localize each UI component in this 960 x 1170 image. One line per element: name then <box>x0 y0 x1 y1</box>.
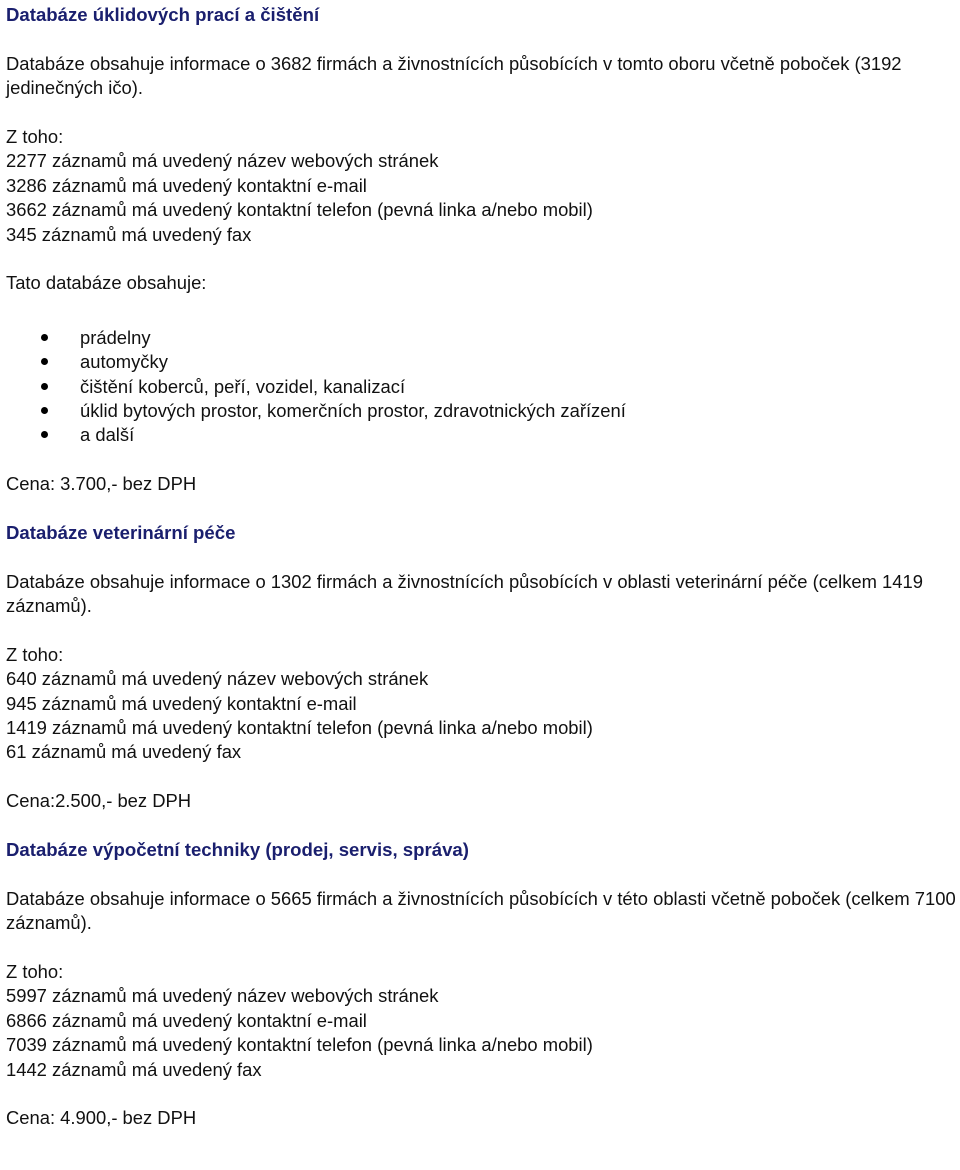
contains-list <box>6 326 960 448</box>
list-item-text: automyčky <box>80 351 168 373</box>
stat-fax: 61 záznamů má uvedený fax <box>6 741 242 763</box>
list-item <box>6 399 960 423</box>
bullet-icon <box>41 407 48 414</box>
stat-web: 5997 záznamů má uvedený název webových stránek <box>6 985 439 1007</box>
stat-email: 6866 záznamů má uvedený kontaktní e-mail <box>6 1009 367 1031</box>
section-computing <box>6 838 960 1131</box>
z-toho-label: Z toho: <box>6 125 64 147</box>
bullet-icon <box>41 334 48 341</box>
list-item <box>6 350 960 374</box>
list-item <box>6 423 960 447</box>
section-intro: Databáze obsahuje informace o 3682 firmách a živnostnících působících v tomto oboru včetně poboček (3192 jedinečných ičo). <box>6 52 902 99</box>
list-item <box>6 375 960 399</box>
list-item-text: prádelny <box>80 326 151 348</box>
stat-phone: 1419 záznamů má uvedený kontaktní telefon (pevná linka a/nebo mobil) <box>6 717 593 738</box>
section-veterinary <box>6 521 960 838</box>
section-title: Databáze úklidových prací a čištění <box>6 4 320 25</box>
stat-phone: 7039 záznamů má uvedený kontaktní telefon (pevná linka a/nebo mobil) <box>6 1034 593 1056</box>
z-toho-label: Z toho: <box>6 960 64 982</box>
stat-fax: 345 záznamů má uvedený fax <box>6 223 252 245</box>
stat-web: 640 záznamů má uvedený název webových stránek <box>6 668 429 690</box>
section-title: Databáze výpočetní techniky (prodej, servis, správa) <box>6 838 469 860</box>
stat-web: 2277 záznamů má uvedený název webových stránek <box>6 150 439 172</box>
bullet-icon <box>41 383 48 390</box>
list-item-text: čištění koberců, peří, vozidel, kanalizací <box>80 375 406 397</box>
list-item-text: úklid bytových prostor, komerčních prostor, zdravotnických zařízení <box>80 399 626 421</box>
price-label: Cena: 4.900,- bez DPH <box>6 1107 197 1129</box>
stat-fax: 1442 záznamů má uvedený fax <box>6 1058 262 1080</box>
price-label: Cena: 3.700,- bez DPH <box>6 473 197 495</box>
contains-label: Tato databáze obsahuje: <box>6 272 207 294</box>
bullet-icon <box>41 358 48 365</box>
bullet-icon <box>41 431 48 438</box>
section-title: Databáze veterinární péče <box>6 521 236 543</box>
stat-email: 3286 záznamů má uvedený kontaktní e-mail <box>6 174 367 196</box>
list-item <box>6 326 960 350</box>
price-label: Cena:2.500,- bez DPH <box>6 790 192 812</box>
list-item-text: a další <box>80 424 135 446</box>
section-intro: Databáze obsahuje informace o 5665 firmách a živnostnících působících v této oblasti včetně poboček (celkem 7100 záznamů). <box>6 887 956 934</box>
stat-email: 945 záznamů má uvedený kontaktní e-mail <box>6 692 357 714</box>
section-intro: Databáze obsahuje informace o 1302 firmách a živnostnících působících v oblasti veterinární péče (celkem 1419 záznamů). <box>6 570 923 617</box>
z-toho-label: Z toho: <box>6 643 64 665</box>
section-cleaning <box>6 3 960 521</box>
stat-phone: 3662 záznamů má uvedený kontaktní telefon (pevná linka a/nebo mobil) <box>6 199 593 221</box>
